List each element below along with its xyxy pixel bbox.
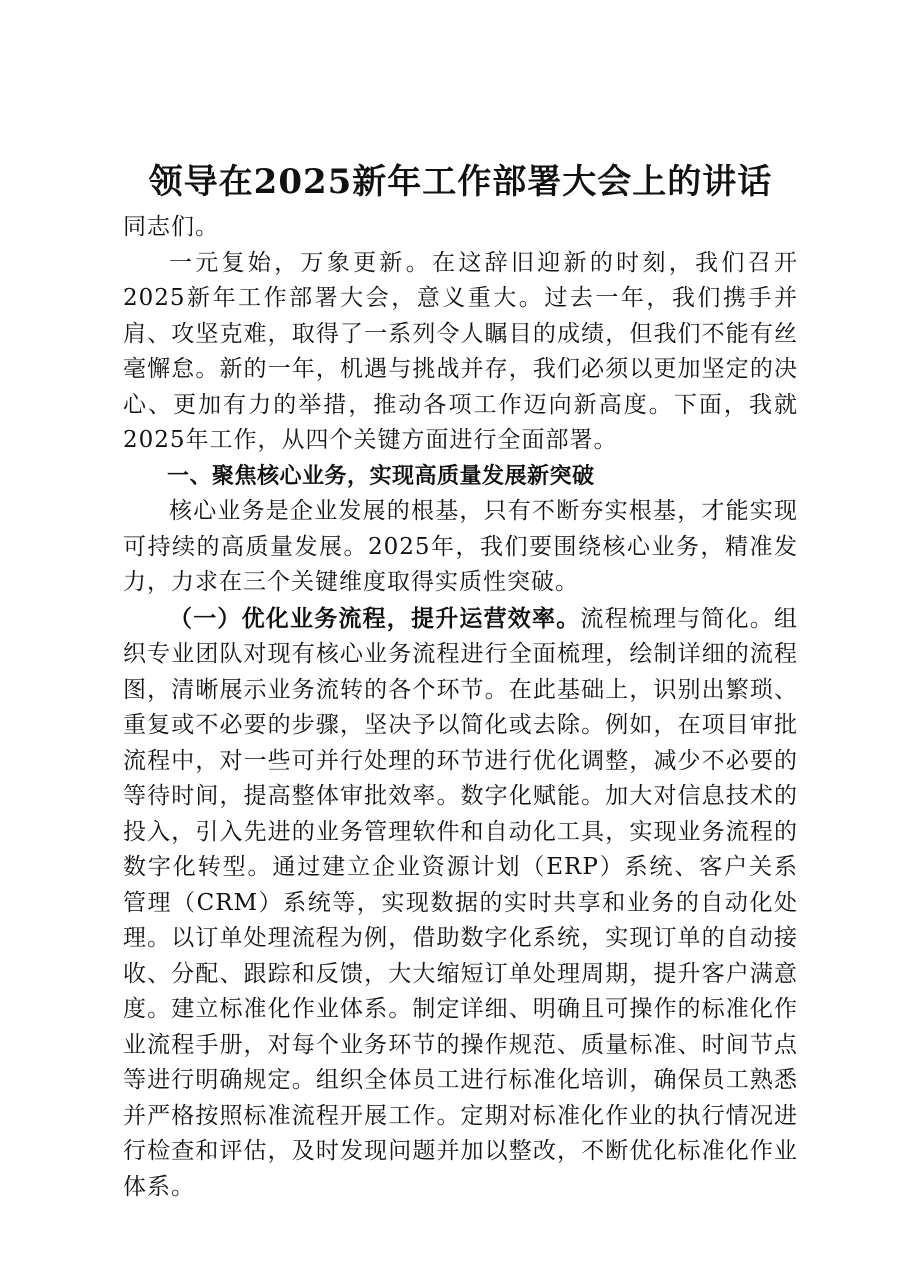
section-lead-paragraph: 核心业务是企业发展的根基，只有不断夯实根基，才能实现可持续的高质量发展。2025年，我们要围绕核心业务，精准发力，力求在三个关键维度取得实质性突破。 <box>123 498 798 595</box>
section-heading-1: 一、聚焦核心业务，实现高质量发展新突破 <box>167 463 595 489</box>
salutation: 同志们。 <box>123 214 219 240</box>
section-item-paragraph <box>123 601 798 1206</box>
document-page <box>123 154 798 1205</box>
sub-heading-body: 流程梳理与简化。组织专业团队对现有核心业务流程进行全面梳理，绘制详细的流程图，清晰展示业务流转的各个环节。在此基础上，识别出繁琐、重复或不必要的步骤，坚决予以简化或去除。例如，在项目审批流程中，对一些可并行处理的环节进行优化调整，减少不必要的等待时间，提高整体审批效率。数字化赋能。加大对信息技术的投入，引入先进的业务管理软件和自动化工具，实现业务流程的数字化转型。通过建立企业资源计划（ERP）系统、客户关系管理（CRM）系统等，实现数据的实时共享和业务的自动化处理。以订单处理流程为例，借助数字化系统，实现订单的自动接收、分配、跟踪和反馈，大大缩短订单处理周期，提升客户满意度。建立标准化作业体系。制定详细、明确且可操作的标准化作业流程手册，对每个业务环节的操作规范、质量标准、时间节点等进行明确规定。组织全体员工进行标准化培训，确保员工熟悉并严格按照标准流程开展工作。定期对标准化作业的执行情况进行检查和评估，及时发现问题并加以整改，不断优化标准化作业体系。 <box>123 605 799 1200</box>
intro-paragraph: 一元复始，万象更新。在这辞旧迎新的时刻，我们召开2025新年工作部署大会，意义重大。过去一年，我们携手并肩、攻坚克难，取得了一系列令人瞩目的成绩，但我们不能有丝毫懈怠。新的一年，机遇与挑战并存，我们必须以更加坚定的决心、更加有力的举措，推动各项工作迈向新高度。下面，我就2025年工作，从四个关键方面进行全面部署。 <box>123 249 798 453</box>
document-title: 领导在2025新年工作部署大会上的讲话 <box>148 162 773 202</box>
sub-heading-1: （一）优化业务流程，提升运营效率。 <box>169 604 581 632</box>
